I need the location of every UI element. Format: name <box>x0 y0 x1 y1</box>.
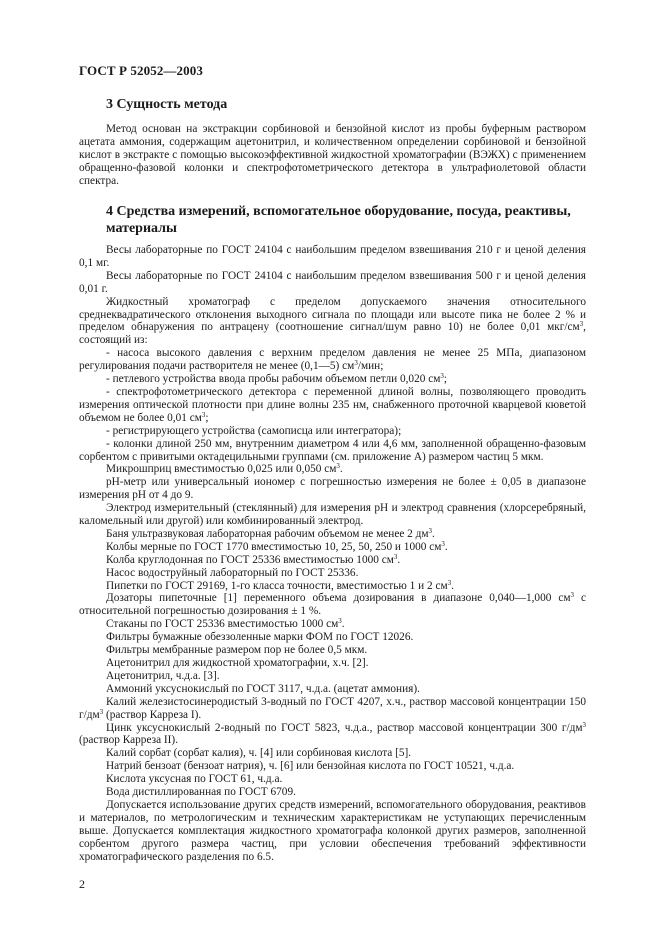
section-4-body <box>79 244 586 864</box>
section-4-paragraph: Натрий бензоат (бензоат натрия), ч. [6] или бензойная кислота по ГОСТ 10521, ч.д.а. <box>106 760 515 773</box>
section-4-paragraph: Жидкостный хроматограф с пределом допускаемого значения относительного среднеквадратического отклонения выходного сигнала по площади или высоте пика не более 2 % и пределом обнаружения по антрацену (соотношение сигнал/шум равно 10) не более 0,01 мкг/$см^3$, состоящий из: <box>79 295 586 347</box>
section-4-paragraph: Стаканы по ГОСТ 25336 вместимостью 1000 $см^3$. <box>106 617 345 631</box>
section-4-paragraph: Весы лабораторные по ГОСТ 24104 с наибольшим пределом взвешивания 210 г и ценой деления 0,1 мг. <box>79 244 586 269</box>
section-4-paragraph: Насос водоструйный лабораторный по ГОСТ 25336. <box>106 566 359 579</box>
section-4-paragraph: Ацетонитрил для жидкостной хроматографии, х.ч. [2]. <box>106 657 369 669</box>
section-4-paragraph: Электрод измерительный (стеклянный) для измерения рН и электрод сравнения (хлорсеребряный, каломельный или другой) или комбинированный электрод. <box>79 502 586 528</box>
section-4-paragraph: Кислота уксусная по ГОСТ 61, ч.д.а. <box>106 773 283 786</box>
section-4-paragraph: - спектрофотометрического детектора с переменной длиной волны, позволяющего проводить измерения оптической плотности при длине волны 235 нм, снабженного проточной кварцевой кюветой объемом не более 0,01 $см^3$; <box>79 385 586 424</box>
section-3-title: 3 Сущность метода <box>106 97 228 112</box>
section-4-title: 4 Средства измерений, вспомогательное оборудование, посуда, реактивы, материалы <box>106 204 571 236</box>
section-4-paragraph: Дозаторы пипеточные [1] переменного объема дозирования в диапазоне 0,040—1,000 $см^3$ с относительной погрешностью дозирования ± 1 %. <box>79 591 586 618</box>
section-4-paragraph: Баня ультразвуковая лабораторная рабочим объемом не менее 2 $дм^3$. <box>106 526 435 540</box>
standard-header: ГОСТ Р 52052—2003 <box>79 63 203 78</box>
section-3-body <box>79 123 586 188</box>
section-4-paragraph: Цинк уксуснокислый 2-водный по ГОСТ 5823, ч.д.а., раствор массовой концентрации 300 $г/дм^3$ (раствор Карреза II). <box>79 720 586 747</box>
section-4-paragraph: Вода дистиллированная по ГОСТ 6709. <box>106 786 296 799</box>
page-number: 2 <box>79 877 85 891</box>
section-4-paragraph: Колбы мерные по ГОСТ 1770 вместимостью 10, 25, 50, 250 и 1000 $см^3$. <box>106 539 448 553</box>
section-4-paragraph: - петлевого устройства ввода пробы рабочим объемом петли 0,020 $см^3$; <box>106 372 448 386</box>
section-4-paragraph: - колонки длиной 250 мм, внутренним диаметром 4 или 4,6 мм, заполненной обращенно-фазовым сорбентом с привитыми октадецильными группами (см. приложение А) размером частиц 5 мкм. <box>79 437 586 463</box>
section-3-paragraph: Метод основан на экстракции сорбиновой и бензойной кислот из пробы буферным раствором ацетата аммония, содержащим ацетонитрил, и количественном определении сорбиновой и бензойной кислот в экстракте с помощью высокоэффективной жидкостной хроматографии (ВЭЖХ) с применением обращенно-фазовой колонки и спектрофотометрического детектора в ультрафиолетовой области спектра. <box>79 123 586 187</box>
section-4-paragraph: Фильтры мембранные размером пор не более 0,5 мкм. <box>106 644 368 657</box>
section-4-paragraph: Фильтры бумажные обеззоленные марки ФОМ по ГОСТ 12026. <box>106 631 414 644</box>
section-4-paragraph: рН-метр или универсальный иономер с погрешностью измерения не более ± 0,05 в диапазоне измерения рН от 4 до 9. <box>79 476 586 502</box>
section-4-paragraph: Колба круглодонная по ГОСТ 25336 вместимостью 1000 $см^3$. <box>106 552 401 566</box>
section-4-paragraph: Микрошприц вместимостью 0,025 или 0,050 $см^3$. <box>106 462 343 476</box>
section-4-paragraph: Пипетки по ГОСТ 29169, 1-го класса точности, вместимостью 1 и 2 $см^3$. <box>106 578 454 592</box>
section-4-paragraph: Калий сорбат (сорбат калия), ч. [4] или сорбиновая кислота [5]. <box>106 747 412 760</box>
section-4-paragraph: - регистрирующего устройства (самописца или интегратора); <box>106 424 402 437</box>
section-4-paragraph: Допускается использование других средств измерений, вспомогательного оборудования, реактивов и материалов, по метрологическим и техническим характеристикам не уступающих перечисленным выше. Допускается комплектация жидкостного хроматографа колонкой других размеров, заполненной сорбентом другого размера частиц, при условии обеспечения требований эффективности хроматографического разделения по 6.5. <box>79 798 586 863</box>
section-4-paragraph: Аммоний уксуснокислый по ГОСТ 3117, ч.д.а. (ацетат аммония). <box>106 682 420 695</box>
section-4-paragraph: Калий железистосинеродистый 3-водный по ГОСТ 4207, х.ч., раствор массовой концентрации 150 $г/дм^3$ (раствор Карреза I). <box>79 695 586 721</box>
section-4-paragraph: Ацетонитрил, ч.д.а. [3]. <box>106 669 220 682</box>
section-4-paragraph: Весы лабораторные по ГОСТ 24104 с наибольшим пределом взвешивания 500 г и ценой деления 0,01 г. <box>79 269 586 295</box>
section-4-paragraph: - насоса высокого давления с верхним пределом давления не менее 25 МПа, диапазоном регулирования подачи растворителя не менее (0,1—5) $см^3$/мин; <box>79 347 586 373</box>
